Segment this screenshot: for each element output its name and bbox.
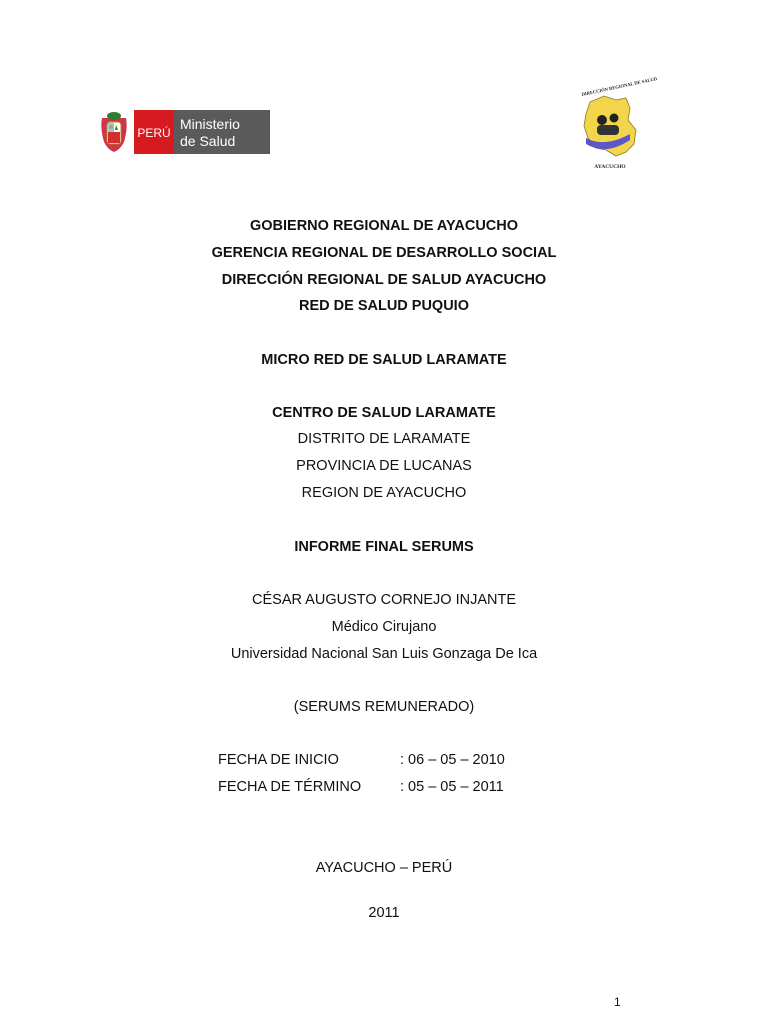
logo-ministerio-text: Ministerio: [180, 116, 240, 132]
report-title: INFORME FINAL SERUMS: [294, 539, 474, 555]
end-date-label: FECHA DE TÉRMINO: [218, 779, 362, 795]
centro-provincia: PROVINCIA DE LUCANAS: [296, 458, 472, 474]
end-date-value: : 05 – 05 – 2011: [400, 779, 504, 795]
place-line: AYACUCHO – PERÚ: [315, 860, 453, 876]
diresa-ayacucho-logo: [572, 76, 658, 172]
start-date-value: : 06 – 05 – 2010: [400, 752, 505, 768]
centro-distrito: DISTRITO DE LARAMATE: [297, 431, 471, 447]
header-line-gobierno: GOBIERNO REGIONAL DE AYACUCHO: [249, 218, 519, 234]
header-line-direccion: DIRECCIÓN REGIONAL DE SALUD AYACUCHO: [221, 272, 547, 288]
logo-arc-text: DIRECCIÓN REGIONAL DE SALUD: [581, 76, 658, 97]
logo-de-salud-text: de Salud: [180, 133, 236, 149]
header-line-red: RED DE SALUD PUQUIO: [299, 298, 469, 314]
year-line: 2011: [368, 905, 400, 921]
micro-red-title: MICRO RED DE SALUD LARAMATE: [261, 352, 507, 368]
serums-modality: (SERUMS REMUNERADO): [293, 699, 475, 715]
centro-name: CENTRO DE SALUD LARAMATE: [272, 405, 496, 421]
page-number: 1: [614, 995, 621, 1009]
author-profession: Médico Cirujano: [331, 619, 437, 635]
end-date-row: [218, 779, 504, 795]
logo-bottom-text: AYACUCHO: [594, 164, 626, 170]
peru-coat-of-arms-icon: [101, 112, 126, 152]
author-university: Universidad Nacional San Luis Gonzaga De Ica: [230, 646, 538, 662]
ministerio-de-salud-logo: [98, 108, 272, 156]
logo-country-text: PERÚ: [137, 126, 171, 140]
header-line-gerencia: GERENCIA REGIONAL DE DESARROLLO SOCIAL: [211, 245, 557, 261]
centro-region: REGION DE AYACUCHO: [301, 485, 467, 501]
author-name: CÉSAR AUGUSTO CORNEJO INJANTE: [252, 592, 516, 608]
start-date-row: [218, 752, 505, 768]
start-date-label: FECHA DE INICIO: [218, 752, 339, 768]
